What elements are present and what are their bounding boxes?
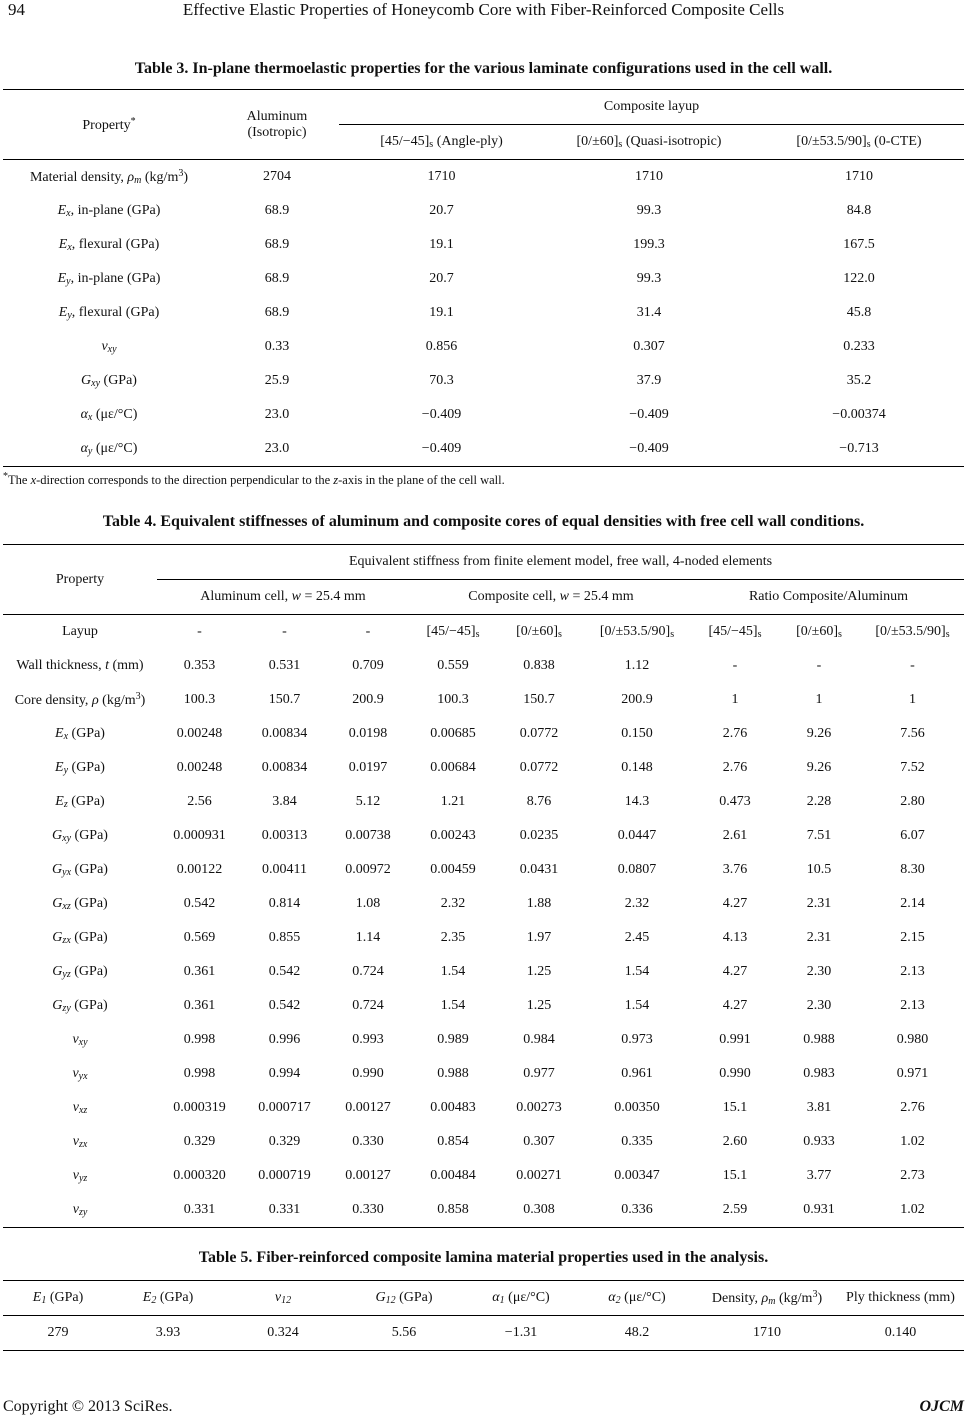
table4-cell: 0.961	[621, 1066, 653, 1081]
table4-cell: 1.14	[355, 930, 381, 945]
table4-cell: 2.14	[900, 896, 925, 911]
table4-cell: 4.13	[722, 930, 748, 945]
table4-cell: 0.00350	[614, 1100, 660, 1115]
table4-cell: 0.000719	[258, 1168, 311, 1183]
table4-cell: 0.473	[719, 794, 751, 809]
table4-cell: 0.329	[268, 1134, 301, 1149]
table4-cell: 0.724	[352, 964, 384, 979]
table3-cell: −0.409	[421, 441, 462, 456]
table5-cell: 0.324	[267, 1325, 299, 1340]
table4-cell: 0.0235	[519, 828, 559, 843]
table4-cell: 0.00834	[261, 760, 308, 775]
table3-cell: 23.0	[264, 441, 290, 456]
table-row	[3, 921, 964, 955]
table4-cell: 0.838	[523, 658, 555, 673]
table4-property-label: $G_{yx}$ (GPa)	[52, 862, 108, 878]
table3-header-aluminum: Aluminum (Isotropic)	[215, 90, 339, 160]
table3-cell: 99.3	[636, 203, 662, 218]
table3-cell: 199.3	[633, 237, 665, 252]
table-row	[3, 717, 964, 751]
table4-cell: 0.559	[437, 658, 469, 673]
table5-header-cell: $E_2$ (GPa)	[142, 1290, 194, 1306]
table4-cell: 0.933	[803, 1134, 835, 1149]
table-row	[3, 160, 964, 195]
table-row	[3, 262, 964, 296]
table4-cell: 0.335	[621, 1134, 653, 1149]
table4-cell: 2.59	[722, 1202, 748, 1217]
table4-cell: 2.32	[624, 896, 650, 911]
table3-footnote: *The x-direction corresponds to the direction perpendicular to the z-axis in the plane of the cell wall.	[3, 471, 505, 487]
table4-cell: 0.542	[268, 998, 301, 1013]
table4-cell: 0.331	[183, 1202, 216, 1217]
table3-cell: 0.233	[843, 339, 875, 354]
table4-cell: 7.51	[806, 828, 832, 843]
table4-cell: 0.0447	[617, 828, 657, 843]
table4-cell: 0.988	[437, 1066, 469, 1081]
table4-cell: 0.307	[523, 1134, 555, 1149]
table-row	[3, 364, 964, 398]
table3-header-angle-ply: $[45/-45]_s$ (Angle-ply)	[380, 134, 503, 150]
table4-cell: 0.00347	[614, 1168, 660, 1183]
table3-cell: −0.00374	[832, 407, 886, 422]
table3-cell: 68.9	[264, 237, 290, 252]
table4-cell: 1.88	[526, 896, 552, 911]
table4-property-label: Wall thickness, t (mm)	[16, 658, 144, 673]
table3-cell: 99.3	[636, 271, 662, 286]
table3-header-quasi-isotropic: $[0/\pm 60]_s$ (Quasi-isotropic)	[576, 134, 722, 150]
table4-property-label: $G_{zx}$ (GPa)	[52, 930, 108, 946]
table3-cell: −0.409	[629, 407, 669, 422]
table3-cell: 68.9	[264, 305, 290, 320]
table5-header-cell: $\nu_{12}$	[274, 1290, 292, 1306]
table3-cell: 84.8	[846, 203, 872, 218]
table4-cell: 2.15	[900, 930, 925, 945]
table4-property-label: $E_x$ (GPa)	[55, 726, 105, 742]
table4-header-property: Property	[3, 545, 157, 615]
table5-header-cell: Ply thickness (mm)	[846, 1290, 955, 1305]
table5	[3, 1280, 964, 1351]
table4-cell: 0.361	[183, 964, 216, 979]
table4-cell: 2.73	[900, 1168, 925, 1183]
table4-cell: 2.13	[900, 964, 925, 979]
table4-cell: 10.5	[806, 862, 832, 877]
table4-cell: 0.00685	[430, 726, 476, 741]
table4-cell: 3.81	[806, 1100, 832, 1115]
table4-cell: 0.000931	[173, 828, 226, 843]
table4-cell: 0.542	[268, 964, 301, 979]
table4-cell: 2.76	[722, 726, 748, 741]
table4-cell: 0.00684	[430, 760, 476, 775]
table4-cell: 0.00271	[516, 1168, 562, 1183]
table4-cell: 0.993	[352, 1032, 384, 1047]
table4-cell: 1.02	[900, 1202, 925, 1217]
table3-cell: 68.9	[264, 203, 290, 218]
table-row	[3, 194, 964, 228]
table4-cell: 0.0772	[519, 726, 559, 741]
table-row	[3, 1193, 964, 1228]
table4-property-label: Core density, ρ $(kg/m^3)$	[14, 691, 146, 708]
table3-cell: 37.9	[636, 373, 662, 388]
table3-header-composite: Composite layup	[339, 90, 964, 125]
table4-property-label: $\nu_{yz}$	[72, 1168, 88, 1184]
table3-property-label: $\alpha_x$ (με/°C)	[80, 407, 138, 423]
table3-header-property: Property*	[3, 90, 215, 160]
running-title: Effective Elastic Properties of Honeycomb Core with Fiber-Reinforced Composite Cells	[182, 0, 785, 19]
table4-property-label: $\nu_{xy}$	[72, 1032, 88, 1048]
table4-cell: 0.855	[268, 930, 301, 945]
table4-layup-cell: -	[282, 624, 287, 639]
table4-cell: 2.13	[900, 998, 925, 1013]
table3-cell: 35.2	[846, 373, 872, 388]
table4-cell: 1.54	[624, 964, 650, 979]
table4-cell: 0.814	[268, 896, 301, 911]
table4-cell: 0.00411	[262, 862, 307, 877]
table4-cell: 3.76	[722, 862, 748, 877]
table4-cell: 3.77	[806, 1168, 832, 1183]
table5-cell: 279	[47, 1325, 69, 1340]
table4-cell: 7.56	[900, 726, 925, 741]
table-row	[3, 1023, 964, 1057]
page-number: 94	[8, 0, 25, 19]
table4-layup-row	[3, 615, 964, 650]
table4-cell: 1	[909, 692, 916, 707]
table-row	[3, 432, 964, 467]
table4-cell: 0.336	[621, 1202, 653, 1217]
table3-cell: −0.409	[421, 407, 462, 422]
table4-header-composite-cell: Composite cell, w = 25.4 mm	[468, 589, 634, 604]
table4-cell: 0.150	[621, 726, 653, 741]
table4-cell: 15.1	[722, 1168, 748, 1183]
table4-property-label: $G_{yz}$ (GPa)	[52, 964, 108, 980]
table4	[3, 544, 964, 1228]
table4-cell: 5.12	[355, 794, 381, 809]
table4-layup-cell: $[0/\pm 60]_s$	[516, 624, 562, 640]
table3-cell: 19.1	[429, 237, 454, 252]
table5-value-row	[3, 1316, 964, 1351]
table3-cell: 70.3	[429, 373, 454, 388]
table4-cell: 0.00313	[261, 828, 308, 843]
table3-cell: 0.856	[425, 339, 458, 354]
table3-cell: 0.33	[264, 339, 290, 354]
table4-cell: 9.26	[806, 726, 832, 741]
table4-cell: 200.9	[352, 692, 384, 707]
table4-cell: 100.3	[437, 692, 469, 707]
table4-layup-cell: $[0/\pm 53.5/90]_s$	[875, 624, 950, 640]
table4-cell: 0.353	[183, 658, 216, 673]
table4-property-label: $E_y$ (GPa)	[55, 760, 105, 776]
table5-header-cell: $E_1$ (GPa)	[32, 1290, 84, 1306]
table4-cell: -	[910, 658, 915, 673]
table3-cell: 0.307	[633, 339, 665, 354]
table4-cell: 0.000319	[173, 1100, 226, 1115]
table3-property-label: Material density, $\rho_m$ $(kg/m^3)$	[29, 168, 189, 186]
table5-cell: 5.56	[391, 1325, 417, 1340]
table4-header-group: Equivalent stiffness from finite element model, free wall, 4-noded elements	[157, 545, 964, 580]
table4-layup-cell: -	[365, 624, 371, 639]
table4-cell: 0.148	[621, 760, 653, 775]
table4-property-label: $\nu_{yx}$	[72, 1066, 88, 1082]
table4-cell: 8.30	[900, 862, 925, 877]
table-row	[3, 683, 964, 717]
table3-property-label: $\alpha_y$ (με/°C)	[80, 441, 138, 457]
table4-cell: 0.000717	[258, 1100, 311, 1115]
table5-cell: 3.93	[155, 1325, 181, 1340]
table5-cell: 0.140	[884, 1325, 917, 1340]
table4-cell: 2.76	[722, 760, 748, 775]
table-row	[3, 853, 964, 887]
table-row	[3, 1057, 964, 1091]
table4-cell: 4.27	[722, 998, 748, 1013]
table4-property-label: $G_{xy}$ (GPa)	[52, 828, 108, 844]
table4-cell: 1.97	[526, 930, 552, 945]
table4-cell: 0.331	[268, 1202, 301, 1217]
table3-cell: 19.1	[429, 305, 454, 320]
table4-cell: 1.54	[624, 998, 650, 1013]
table4-layup-cell: $[45/-45]_s$	[426, 624, 480, 640]
table3-property-label: $\nu_{xy}$	[101, 339, 117, 355]
table3	[3, 89, 964, 467]
table3-property-label: $E_x$, flexural (GPa)	[58, 237, 160, 253]
table4-cell: 150.7	[268, 692, 301, 707]
table4-cell: 0.0198	[348, 726, 388, 741]
table4-cell: 0.00127	[345, 1168, 391, 1183]
table-row	[3, 228, 964, 262]
table5-caption: Table 5. Fiber-reinforced composite lamina material properties used in the analysis.	[198, 1249, 769, 1266]
table3-cell: 31.4	[636, 305, 662, 320]
table4-cell: 0.0431	[519, 862, 559, 877]
table4-cell: 2.45	[624, 930, 650, 945]
table4-cell: 0.977	[523, 1066, 555, 1081]
table-row	[3, 649, 964, 683]
table4-cell: 1.54	[440, 998, 466, 1013]
table4-cell: -	[732, 658, 738, 673]
table4-cell: 0.569	[183, 930, 216, 945]
table4-cell: 0.0197	[348, 760, 388, 775]
table4-cell: 0.00459	[430, 862, 476, 877]
table4-cell: 1.02	[900, 1134, 925, 1149]
table4-cell: 0.994	[268, 1066, 301, 1081]
table5-header-cell: $G_{12}$ (GPa)	[375, 1290, 433, 1306]
table4-property-label: $\nu_{zy}$	[72, 1202, 88, 1218]
table4-cell: 0.531	[268, 658, 301, 673]
table4-cell: 0.00248	[176, 760, 223, 775]
table3-cell: −0.713	[839, 441, 879, 456]
table4-cell: 0.00738	[345, 828, 391, 843]
table4-cell: 2.60	[722, 1134, 748, 1149]
table4-cell: 0.330	[352, 1202, 384, 1217]
table3-cell: 23.0	[264, 407, 290, 422]
table4-cell: 0.991	[719, 1032, 751, 1047]
table4-cell: 0.542	[183, 896, 216, 911]
table4-cell: 15.1	[722, 1100, 748, 1115]
table-row	[3, 330, 964, 364]
table4-cell: 0.00483	[430, 1100, 476, 1115]
table3-cell: 167.5	[843, 237, 875, 252]
table4-cell: 4.27	[722, 964, 748, 979]
table3-cell: 20.7	[429, 203, 454, 218]
table4-cell: 9.26	[806, 760, 832, 775]
table4-property-label: $E_z$ (GPa)	[55, 794, 105, 810]
table-row	[3, 887, 964, 921]
table4-cell: 0.854	[437, 1134, 469, 1149]
table4-cell: 200.9	[621, 692, 653, 707]
table4-cell: 0.00834	[261, 726, 308, 741]
table-row	[3, 819, 964, 853]
table5-header-cell: $\alpha_1$ (με/°C)	[492, 1290, 550, 1306]
table-row	[3, 296, 964, 330]
table3-property-label: $E_y$, flexural (GPa)	[58, 305, 160, 321]
table4-cell: 1.54	[440, 964, 466, 979]
page-header	[0, 0, 967, 22]
table4-cell: 0.00273	[516, 1100, 562, 1115]
table-row	[3, 989, 964, 1023]
table5-cell: 48.2	[624, 1325, 650, 1340]
table-row	[3, 1091, 964, 1125]
table4-cell: 0.0807	[617, 862, 657, 877]
table3-cell: −0.409	[629, 441, 669, 456]
table4-cell: 1.08	[355, 896, 381, 911]
table4-cell: 0.998	[183, 1066, 216, 1081]
table4-cell: 1	[731, 692, 739, 707]
table4-property-label: $G_{xz}$ (GPa)	[52, 896, 108, 912]
table4-cell: 0.971	[896, 1066, 929, 1081]
table3-cell: 25.9	[264, 373, 290, 388]
table4-cell: 0.00122	[176, 862, 223, 877]
table4-cell: 0.329	[183, 1134, 216, 1149]
table4-cell: -	[816, 658, 822, 673]
table4-cell: 2.30	[806, 998, 832, 1013]
table4-cell: 0.709	[352, 658, 384, 673]
table4-cell: 2.35	[440, 930, 466, 945]
table4-cell: 6.07	[900, 828, 925, 843]
table4-cell: 100.3	[183, 692, 216, 707]
table-row	[3, 398, 964, 432]
table4-cell: 0.00127	[345, 1100, 391, 1115]
table3-cell: 45.8	[846, 305, 872, 320]
table4-cell: 2.32	[440, 896, 466, 911]
table3-property-label: $E_y$, in-plane (GPa)	[57, 271, 161, 287]
table4-cell: 1.12	[624, 658, 650, 673]
table4-property-label: $\nu_{xz}$	[72, 1100, 88, 1116]
table3-cell: 20.7	[429, 271, 454, 286]
table4-header-ratio: Ratio Composite/Aluminum	[748, 589, 909, 604]
table4-cell: 0.990	[352, 1066, 384, 1081]
table-row	[3, 1159, 964, 1193]
table4-cell: 0.973	[621, 1032, 653, 1047]
table5-cell: −1.31	[504, 1325, 538, 1340]
table5-cell: 1710	[753, 1325, 781, 1340]
table3-property-label: $G_{xy}$ (GPa)	[81, 373, 137, 389]
table-row	[3, 955, 964, 989]
table4-cell: 0.724	[352, 998, 384, 1013]
table4-cell: 0.996	[268, 1032, 301, 1047]
table4-cell: 2.31	[806, 896, 832, 911]
table4-cell: 0.984	[523, 1032, 555, 1047]
table4-cell: 0.931	[803, 1202, 835, 1217]
table4-cell: 14.3	[624, 794, 650, 809]
table4-cell: 2.56	[187, 794, 212, 809]
table4-cell: 1.21	[440, 794, 466, 809]
journal-name: OJCM	[919, 1398, 964, 1415]
table4-cell: 0.0772	[519, 760, 559, 775]
table4-cell: 0.00972	[345, 862, 391, 877]
table4-caption: Table 4. Equivalent stiffnesses of aluminum and composite cores of equal densities with free cell wall conditions.	[102, 513, 865, 530]
table4-cell: 0.00248	[176, 726, 223, 741]
table5-header-cell: Density, $\rho_m$ $(kg/m^3)$	[711, 1289, 823, 1307]
table3-property-label: $E_x$, in-plane (GPa)	[57, 203, 161, 219]
table4-cell: 2.28	[806, 794, 832, 809]
table4-cell: 0.983	[803, 1066, 835, 1081]
table4-cell: 1	[815, 692, 823, 707]
table4-cell: 2.30	[806, 964, 832, 979]
table4-cell: 0.980	[896, 1032, 929, 1047]
table4-cell: 0.858	[437, 1202, 469, 1217]
table4-cell: 0.000320	[173, 1168, 226, 1183]
table3-cell: 122.0	[843, 271, 875, 286]
table4-cell: 0.988	[803, 1032, 835, 1047]
table4-property-label: $G_{zy}$ (GPa)	[52, 998, 108, 1014]
table3-cell: 68.9	[264, 271, 290, 286]
table4-cell: 3.84	[272, 794, 297, 809]
table3-cell: 1710	[427, 169, 456, 184]
table4-cell: 2.76	[900, 1100, 925, 1115]
table4-layup-cell: $[0/\pm 53.5/90]_s$	[599, 624, 675, 640]
table4-layup-cell: $[0/\pm 60]_s$	[796, 624, 842, 640]
table4-cell: 1.25	[526, 998, 552, 1013]
table-row	[3, 785, 964, 819]
table4-cell: 0.990	[719, 1066, 751, 1081]
table4-layup-cell: $[45/-45]_s$	[708, 624, 762, 640]
table4-layup-label: Layup	[62, 624, 98, 639]
table-row	[3, 1125, 964, 1159]
table4-cell: 1.25	[526, 964, 552, 979]
table3-caption: Table 3. In-plane thermoelastic properties for the various laminate configurations used in the cell wall.	[134, 60, 833, 77]
table5-header-row	[3, 1281, 964, 1316]
table4-cell: 2.61	[722, 828, 748, 843]
table4-cell: 8.76	[526, 794, 552, 809]
table5-header-cell: $\alpha_2$ (με/°C)	[608, 1290, 666, 1306]
table4-cell: 4.27	[722, 896, 748, 911]
table4-layup-cell: -	[197, 624, 202, 639]
copyright: Copyright © 2013 SciRes.	[3, 1398, 173, 1415]
table4-cell: 2.31	[806, 930, 832, 945]
table4-cell: 0.330	[352, 1134, 384, 1149]
table4-header-aluminum-cell: Aluminum cell, w = 25.4 mm	[200, 589, 366, 604]
table4-cell: 0.998	[183, 1032, 216, 1047]
table4-cell: 2.80	[900, 794, 925, 809]
table4-cell: 150.7	[523, 692, 555, 707]
table4-cell: 0.00243	[430, 828, 476, 843]
table3-header-zero-cte: $[0/\pm 53.5/90]_s$ (0-CTE)	[796, 134, 922, 150]
table4-cell: 0.989	[437, 1032, 469, 1047]
table4-property-label: $\nu_{zx}$	[72, 1134, 88, 1150]
table3-cell: 2704	[263, 169, 291, 184]
table4-cell: 0.361	[183, 998, 216, 1013]
table-row	[3, 751, 964, 785]
table4-cell: 0.00484	[430, 1168, 476, 1183]
table3-cell: 1710	[635, 169, 663, 184]
table4-cell: 7.52	[900, 760, 925, 775]
table3-cell: 1710	[845, 169, 873, 184]
table4-cell: 0.308	[523, 1202, 555, 1217]
